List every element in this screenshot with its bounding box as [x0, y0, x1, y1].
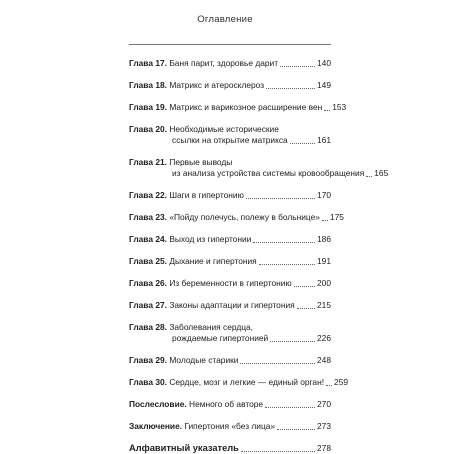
toc-entry-label: Глава 25. — [129, 256, 167, 266]
toc-entry[interactable] — [129, 322, 331, 344]
toc-entry-line — [129, 234, 331, 245]
toc-entry-label: Глава 24. — [129, 234, 167, 244]
toc-entry-line — [129, 190, 331, 201]
toc-entry-line — [129, 355, 331, 366]
dot-leader — [280, 66, 315, 67]
dot-leader — [322, 220, 328, 221]
toc-entry-label: Глава 17. — [129, 58, 167, 68]
toc-entry-page: 226 — [317, 333, 331, 343]
dot-leader — [253, 242, 315, 243]
toc-entry-title: Дыхание и гипертония — [169, 256, 257, 266]
toc-entry-line — [129, 256, 331, 267]
toc-entry[interactable] — [129, 421, 331, 432]
toc-entry-page: 191 — [317, 256, 331, 266]
toc-entry-line — [129, 102, 347, 113]
toc-entry[interactable] — [129, 256, 331, 267]
toc-entry-label: Глава 18. — [129, 80, 167, 90]
toc-entry[interactable] — [129, 157, 389, 179]
dot-leader — [240, 363, 315, 364]
toc-entry-line — [129, 399, 331, 410]
toc-entry-title: рождаемые гипертонией — [172, 333, 269, 343]
dot-leader — [270, 341, 315, 342]
toc-entry-page: 140 — [317, 58, 331, 68]
toc-entry[interactable] — [129, 278, 331, 289]
toc-entry-label: Глава 21. — [129, 157, 167, 167]
toc-entry-page: 149 — [317, 80, 331, 90]
toc-entry-title: Матрикс и атеросклероз — [169, 80, 265, 90]
toc-entry[interactable] — [129, 190, 331, 201]
toc-entry-line — [129, 80, 331, 91]
toc-entry[interactable] — [129, 355, 331, 366]
dot-leader — [294, 286, 315, 287]
toc-entry-page: 273 — [317, 421, 331, 431]
toc-entry-line — [129, 58, 331, 69]
table-of-contents — [129, 58, 389, 454]
toc-entry-line — [129, 168, 389, 179]
toc-entry-title: Матрикс и варикозное расширение вен — [169, 102, 323, 112]
toc-entry[interactable] — [129, 377, 349, 388]
dot-leader — [259, 264, 315, 265]
toc-entry-page: 215 — [317, 300, 331, 310]
dot-leader — [324, 110, 330, 111]
index-page: 278 — [317, 443, 331, 453]
toc-entry-label: Глава 28. — [129, 322, 167, 332]
dot-leader — [266, 88, 315, 89]
index-label: Алфавитный указатель — [129, 443, 239, 453]
toc-entry-label: Глава 22. — [129, 190, 167, 200]
toc-entry-label: Глава 27. — [129, 300, 167, 310]
toc-entry-title: Выход из гипертонии — [169, 234, 252, 244]
toc-entry-title: Из беременности в гипертонию — [169, 278, 292, 288]
dot-leader — [290, 143, 315, 144]
toc-entry-title: Гипертония «без лица» — [184, 421, 276, 431]
dot-leader — [326, 385, 332, 386]
toc-entry[interactable] — [129, 102, 347, 113]
toc-entry-title: Законы адаптации и гипертония — [169, 300, 295, 310]
toc-entry-title: «Пойду полечусь, полежу в больнице» — [169, 212, 320, 222]
toc-entry-title: Молодые старики — [169, 355, 239, 365]
toc-entry-label: Глава 26. — [129, 278, 167, 288]
header-rule — [129, 44, 331, 45]
toc-entry-label: Глава 20. — [129, 124, 167, 134]
toc-entry-index[interactable] — [129, 443, 331, 454]
toc-entry-title: Немного об авторе — [189, 399, 264, 409]
dot-leader — [265, 407, 315, 408]
toc-entry-line — [129, 278, 331, 289]
toc-entry-title: Необходимые исторические — [169, 124, 279, 134]
toc-entry-title: Первые выводы — [169, 157, 233, 167]
toc-entry[interactable] — [129, 212, 344, 223]
toc-entry[interactable] — [129, 58, 331, 69]
toc-entry-page: 186 — [317, 234, 331, 244]
toc-entry-line — [129, 333, 331, 344]
toc-entry-label: Глава 30. — [129, 377, 167, 387]
toc-entry-label: Заключение. — [129, 421, 183, 431]
toc-entry-page: 248 — [317, 355, 331, 365]
toc-entry-title: Баня парит, здоровье дарит — [169, 58, 279, 68]
toc-entry-page: 200 — [317, 278, 331, 288]
toc-entry-label: Глава 29. — [129, 355, 167, 365]
toc-entry-title: Заболевания сердца, — [169, 322, 254, 332]
toc-entry-line — [129, 421, 331, 432]
dot-leader — [241, 451, 315, 452]
toc-entry-label: Послесловие. — [129, 399, 187, 409]
dot-leader — [366, 176, 372, 177]
toc-entry[interactable] — [129, 300, 331, 311]
toc-entry-page: 170 — [317, 190, 331, 200]
toc-entry-page: 161 — [317, 135, 331, 145]
toc-entry[interactable] — [129, 234, 331, 245]
toc-entry-line — [129, 135, 331, 146]
toc-entry-page: 153 — [332, 102, 347, 112]
toc-entry-line — [129, 124, 331, 135]
toc-entry-line — [129, 157, 331, 168]
toc-entry-line — [129, 322, 331, 333]
toc-entry-line — [129, 377, 349, 388]
toc-entry-line — [129, 212, 344, 223]
toc-entry-title: Сердце, мозг и легкие — единый орган! — [169, 377, 325, 387]
toc-entry-page: 175 — [329, 212, 344, 222]
toc-entry-line — [129, 300, 331, 311]
toc-entry-page: 270 — [317, 399, 331, 409]
toc-entry-page: 165 — [374, 168, 389, 178]
dot-leader — [277, 429, 315, 430]
toc-entry[interactable] — [129, 399, 331, 410]
toc-entry-label: Глава 23. — [129, 212, 167, 222]
toc-entry-title: из анализа устройства системы кровообращения — [172, 168, 365, 178]
toc-entry[interactable] — [129, 124, 331, 146]
toc-entry-title: Шаги в гипертонию — [169, 190, 244, 200]
dot-leader — [246, 198, 315, 199]
toc-entry-title: ссылки на открытие матрикса — [172, 135, 288, 145]
toc-entry-page: 259 — [334, 377, 349, 387]
dot-leader — [297, 308, 315, 309]
running-header: Оглавление — [197, 14, 253, 25]
toc-entry-label: Глава 19. — [129, 102, 167, 112]
toc-entry[interactable] — [129, 80, 331, 91]
